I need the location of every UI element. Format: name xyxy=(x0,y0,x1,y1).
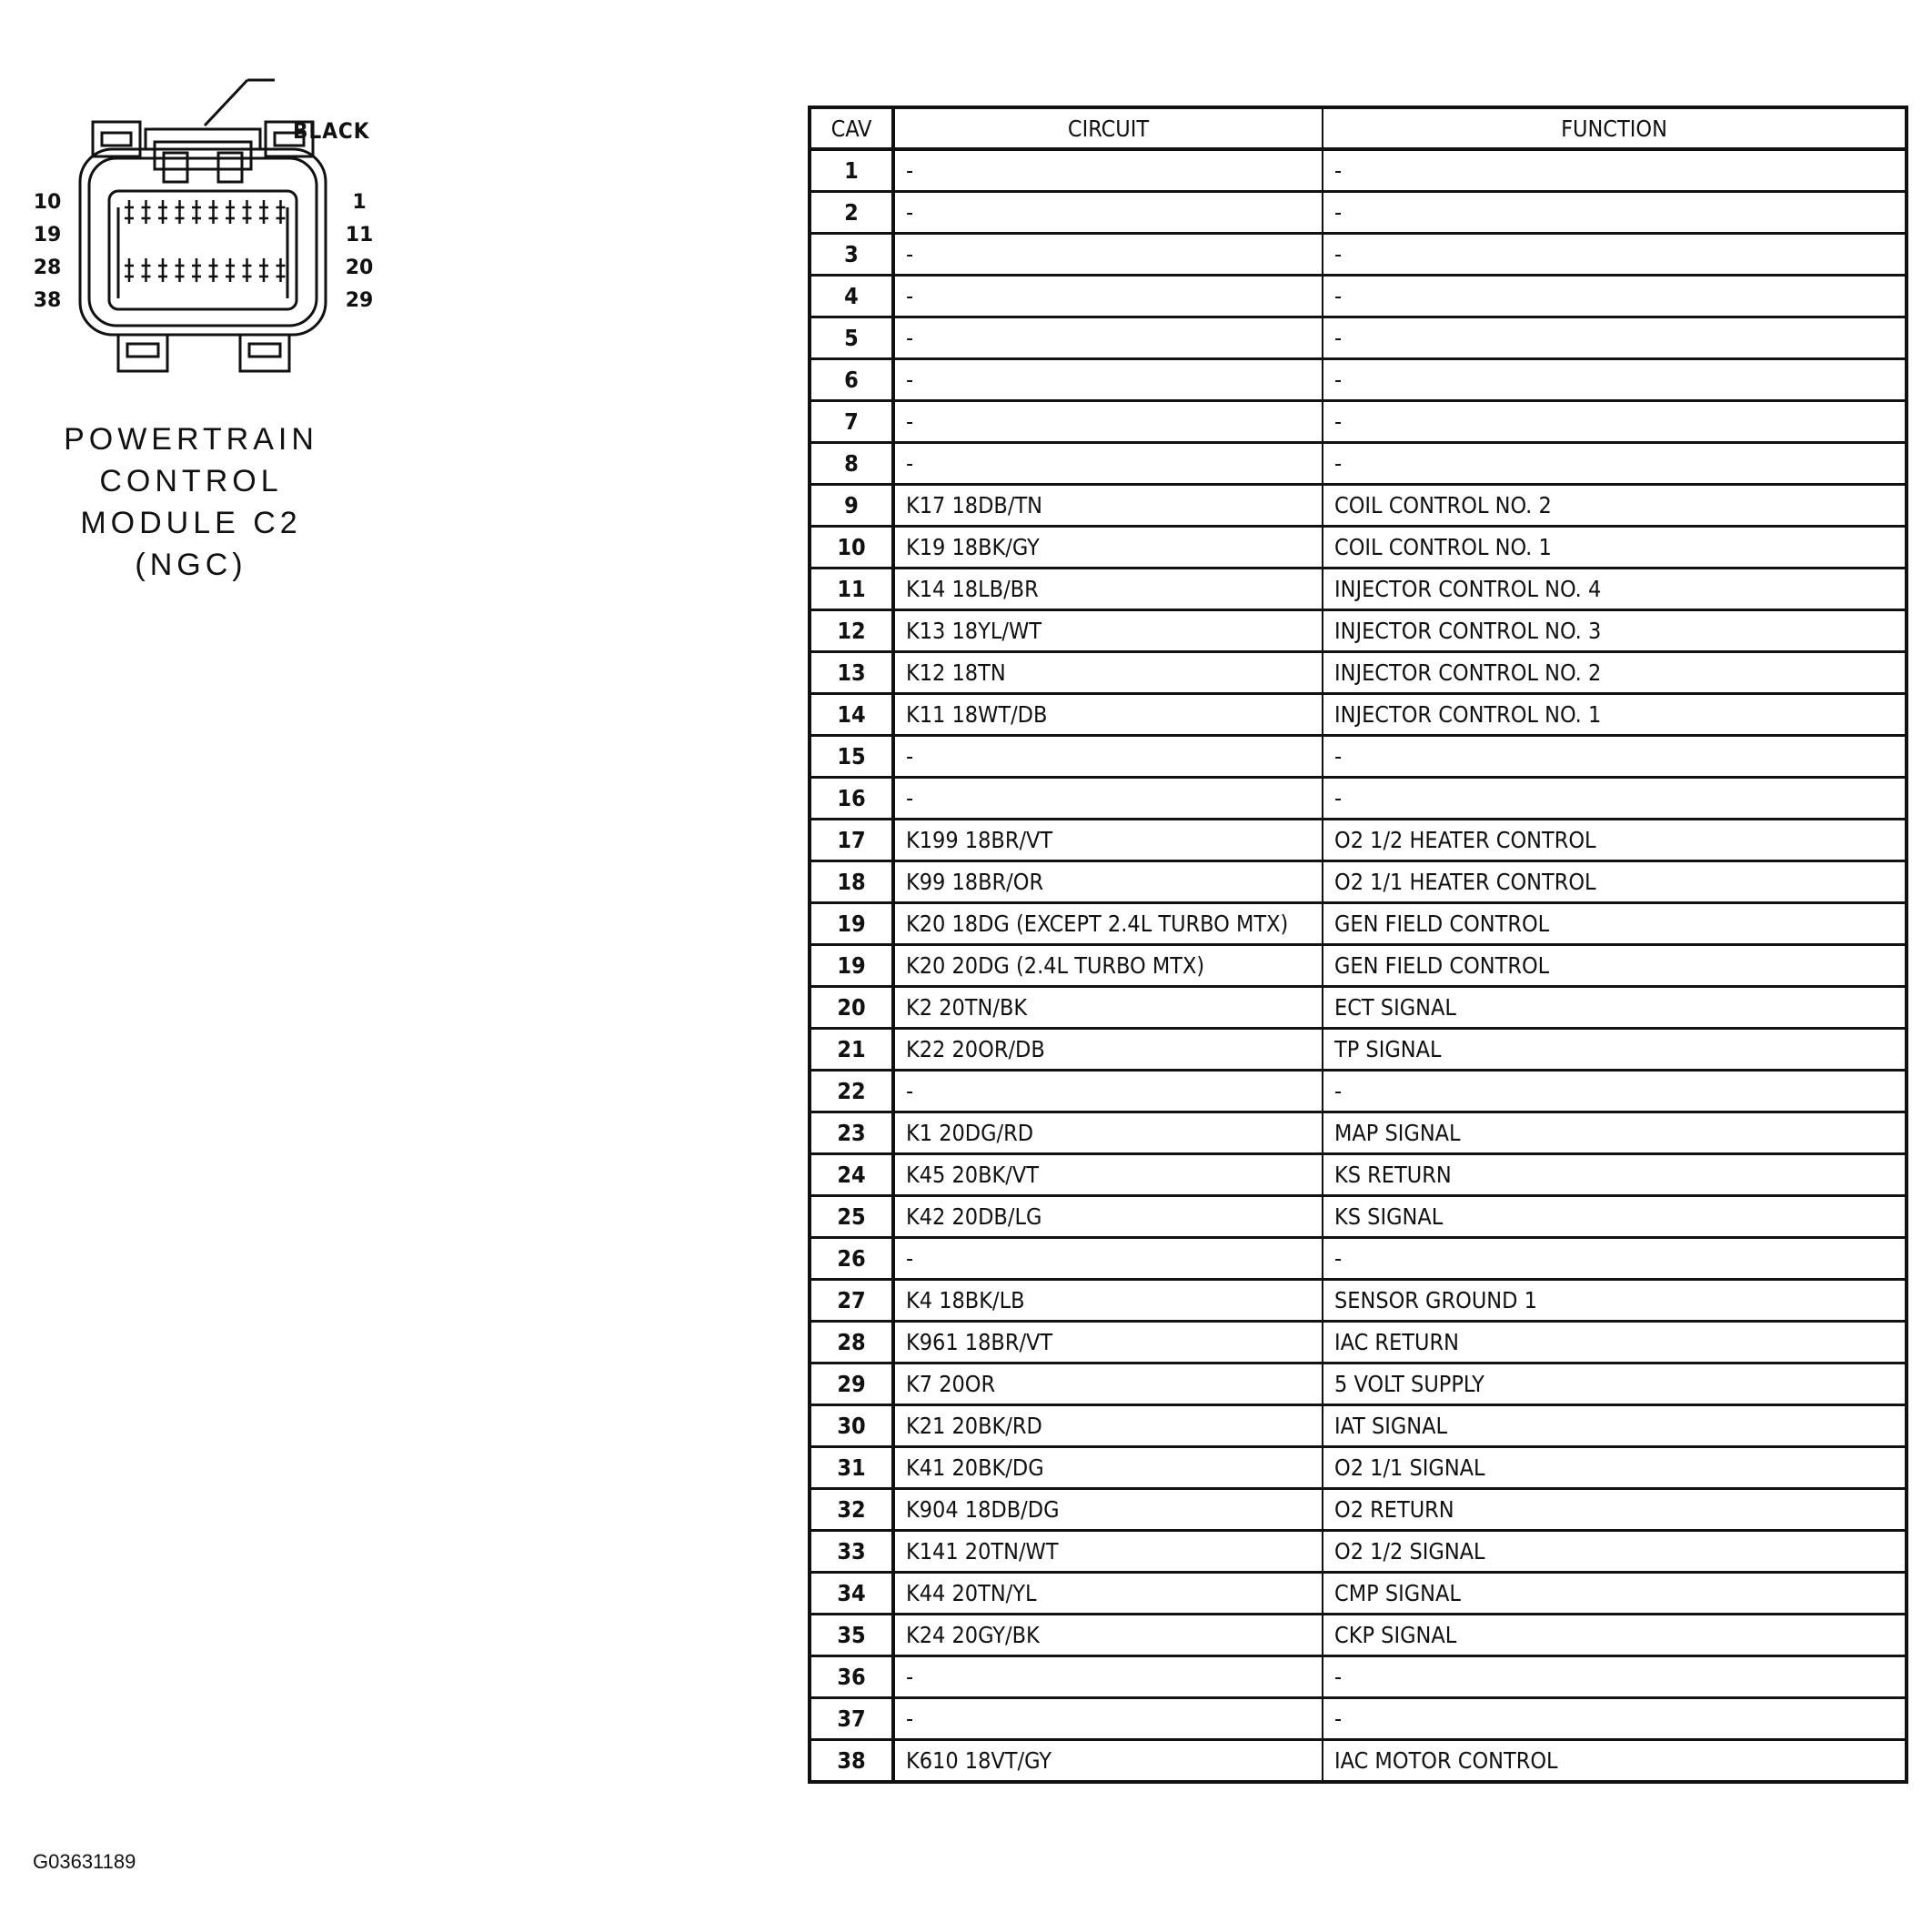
table-row xyxy=(810,736,1907,778)
terminal-pin xyxy=(142,258,151,282)
function-cell: - xyxy=(1323,192,1907,234)
cav-cell: 18 xyxy=(810,861,893,903)
cav-cell: 19 xyxy=(810,945,893,987)
circuit-cell: K20 18DG (EXCEPT 2.4L TURBO MTX) xyxy=(893,903,1323,945)
cav-cell: 7 xyxy=(810,401,893,443)
circuit-cell: K961 18BR/VT xyxy=(893,1322,1323,1363)
table-row xyxy=(810,149,1907,192)
cav-cell: 16 xyxy=(810,778,893,820)
cav-cell: 25 xyxy=(810,1196,893,1238)
function-cell: O2 1/2 SIGNAL xyxy=(1323,1531,1907,1573)
table-row xyxy=(810,987,1907,1029)
pin-number-label: 1 xyxy=(352,191,367,214)
terminal-pin xyxy=(259,258,268,282)
circuit-cell: K22 20OR/DB xyxy=(893,1029,1323,1071)
cav-cell: 22 xyxy=(810,1071,893,1112)
function-cell: O2 1/1 HEATER CONTROL xyxy=(1323,861,1907,903)
table-row xyxy=(810,1238,1907,1280)
terminal-pin xyxy=(125,200,134,224)
function-cell: CMP SIGNAL xyxy=(1323,1573,1907,1615)
function-cell: - xyxy=(1323,359,1907,401)
table-row xyxy=(810,778,1907,820)
table-row xyxy=(810,1112,1907,1154)
table-row xyxy=(810,317,1907,359)
cav-cell: 9 xyxy=(810,485,893,527)
function-cell: - xyxy=(1323,1698,1907,1740)
table-row xyxy=(810,1489,1907,1531)
module-title-line: (NGC) xyxy=(135,548,247,582)
function-cell: - xyxy=(1323,234,1907,276)
cav-cell: 35 xyxy=(810,1615,893,1656)
cav-cell: 1 xyxy=(810,149,893,192)
cav-cell: 38 xyxy=(810,1740,893,1783)
function-cell: INJECTOR CONTROL NO. 1 xyxy=(1323,694,1907,736)
cav-cell: 27 xyxy=(810,1280,893,1322)
function-cell: SENSOR GROUND 1 xyxy=(1323,1280,1907,1322)
module-title-line: POWERTRAIN xyxy=(64,422,318,457)
circuit-cell: K2 20TN/BK xyxy=(893,987,1323,1029)
cav-cell: 33 xyxy=(810,1531,893,1573)
cav-cell: 19 xyxy=(810,903,893,945)
table-row xyxy=(810,485,1907,527)
cav-cell: 12 xyxy=(810,610,893,652)
function-cell: IAT SIGNAL xyxy=(1323,1405,1907,1447)
cav-cell: 4 xyxy=(810,276,893,317)
cav-cell: 6 xyxy=(810,359,893,401)
circuit-cell: - xyxy=(893,778,1323,820)
terminal-pin xyxy=(176,200,185,224)
terminal-pin xyxy=(192,200,201,224)
cav-cell: 11 xyxy=(810,569,893,610)
cav-cell: 36 xyxy=(810,1656,893,1698)
header-function: FUNCTION xyxy=(1323,107,1907,149)
function-cell: - xyxy=(1323,1238,1907,1280)
circuit-cell: K45 20BK/VT xyxy=(893,1154,1323,1196)
function-cell: COIL CONTROL NO. 2 xyxy=(1323,485,1907,527)
circuit-cell: - xyxy=(893,317,1323,359)
circuit-cell: - xyxy=(893,736,1323,778)
table-row xyxy=(810,1447,1907,1489)
table-header-row xyxy=(810,107,1907,149)
circuit-cell: K11 18WT/DB xyxy=(893,694,1323,736)
function-cell: 5 VOLT SUPPLY xyxy=(1323,1363,1907,1405)
table-row xyxy=(810,234,1907,276)
circuit-cell: K12 18TN xyxy=(893,652,1323,694)
function-cell: - xyxy=(1323,401,1907,443)
cav-cell: 31 xyxy=(810,1447,893,1489)
function-cell: CKP SIGNAL xyxy=(1323,1615,1907,1656)
function-cell: INJECTOR CONTROL NO. 2 xyxy=(1323,652,1907,694)
function-cell: O2 1/2 HEATER CONTROL xyxy=(1323,820,1907,861)
cav-cell: 13 xyxy=(810,652,893,694)
function-cell: KS RETURN xyxy=(1323,1154,1907,1196)
table-row xyxy=(810,527,1907,569)
table-row xyxy=(810,1531,1907,1573)
function-cell: INJECTOR CONTROL NO. 3 xyxy=(1323,610,1907,652)
cav-cell: 29 xyxy=(810,1363,893,1405)
circuit-cell: K4 18BK/LB xyxy=(893,1280,1323,1322)
table-row xyxy=(810,1698,1907,1740)
terminal-pin xyxy=(259,200,268,224)
cav-cell: 30 xyxy=(810,1405,893,1447)
pin-number-label: 29 xyxy=(345,289,374,312)
function-cell: - xyxy=(1323,778,1907,820)
circuit-cell: K7 20OR xyxy=(893,1363,1323,1405)
terminal-pin xyxy=(142,200,151,224)
table-row xyxy=(810,652,1907,694)
circuit-cell: K44 20TN/YL xyxy=(893,1573,1323,1615)
circuit-cell: K199 18BR/VT xyxy=(893,820,1323,861)
circuit-cell: - xyxy=(893,192,1323,234)
table-row xyxy=(810,1615,1907,1656)
cav-cell: 20 xyxy=(810,987,893,1029)
cav-cell: 32 xyxy=(810,1489,893,1531)
cav-cell: 10 xyxy=(810,527,893,569)
pin-number-label: 10 xyxy=(33,191,62,214)
function-cell: GEN FIELD CONTROL xyxy=(1323,903,1907,945)
table-row xyxy=(810,1196,1907,1238)
function-cell: - xyxy=(1323,1071,1907,1112)
function-cell: IAC RETURN xyxy=(1323,1322,1907,1363)
terminal-pin xyxy=(158,200,167,224)
circuit-cell: - xyxy=(893,1698,1323,1740)
terminal-pin xyxy=(243,200,252,224)
terminal-pin xyxy=(243,258,252,282)
table-row xyxy=(810,1363,1907,1405)
function-cell: TP SIGNAL xyxy=(1323,1029,1907,1071)
table-row xyxy=(810,820,1907,861)
table-row xyxy=(810,192,1907,234)
pin-out-table xyxy=(808,106,1908,1784)
table-row xyxy=(810,1322,1907,1363)
table-row xyxy=(810,945,1907,987)
function-cell: MAP SIGNAL xyxy=(1323,1112,1907,1154)
circuit-cell: K610 18VT/GY xyxy=(893,1740,1323,1783)
circuit-cell: K17 18DB/TN xyxy=(893,485,1323,527)
function-cell: - xyxy=(1323,149,1907,192)
cav-cell: 24 xyxy=(810,1154,893,1196)
table-row xyxy=(810,610,1907,652)
terminal-pin xyxy=(226,200,235,224)
table-row xyxy=(810,1405,1907,1447)
circuit-cell: - xyxy=(893,1071,1323,1112)
table-row xyxy=(810,1656,1907,1698)
function-cell: COIL CONTROL NO. 1 xyxy=(1323,527,1907,569)
function-cell: - xyxy=(1323,443,1907,485)
circuit-cell: K99 18BR/OR xyxy=(893,861,1323,903)
cav-cell: 34 xyxy=(810,1573,893,1615)
function-cell: O2 RETURN xyxy=(1323,1489,1907,1531)
figure-id: G03631189 xyxy=(33,1850,136,1873)
table-row xyxy=(810,1573,1907,1615)
header-cav: CAV xyxy=(810,107,893,149)
table-row xyxy=(810,569,1907,610)
function-cell: IAC MOTOR CONTROL xyxy=(1323,1740,1907,1783)
table-row xyxy=(810,1029,1907,1071)
function-cell: INJECTOR CONTROL NO. 4 xyxy=(1323,569,1907,610)
pin-number-label: 19 xyxy=(33,224,62,247)
circuit-cell: - xyxy=(893,401,1323,443)
cav-cell: 8 xyxy=(810,443,893,485)
circuit-cell: K20 20DG (2.4L TURBO MTX) xyxy=(893,945,1323,987)
connector-outline xyxy=(18,55,382,400)
circuit-cell: - xyxy=(893,1656,1323,1698)
cav-cell: 14 xyxy=(810,694,893,736)
table-row xyxy=(810,861,1907,903)
cav-cell: 23 xyxy=(810,1112,893,1154)
function-cell: - xyxy=(1323,736,1907,778)
module-title xyxy=(36,418,346,586)
pin-number-label: 11 xyxy=(345,224,374,247)
function-cell: KS SIGNAL xyxy=(1323,1196,1907,1238)
table-row xyxy=(810,1154,1907,1196)
table-row xyxy=(810,401,1907,443)
terminal-pin xyxy=(125,258,134,282)
cav-cell: 2 xyxy=(810,192,893,234)
circuit-cell: - xyxy=(893,359,1323,401)
cav-cell: 15 xyxy=(810,736,893,778)
terminal-pin xyxy=(176,258,185,282)
cav-cell: 28 xyxy=(810,1322,893,1363)
terminal-pin xyxy=(277,200,286,224)
circuit-cell: K13 18YL/WT xyxy=(893,610,1323,652)
circuit-cell: K42 20DB/LG xyxy=(893,1196,1323,1238)
header-circuit: CIRCUIT xyxy=(893,107,1323,149)
circuit-cell: - xyxy=(893,1238,1323,1280)
function-cell: - xyxy=(1323,317,1907,359)
circuit-cell: K19 18BK/GY xyxy=(893,527,1323,569)
function-cell: ECT SIGNAL xyxy=(1323,987,1907,1029)
cav-cell: 3 xyxy=(810,234,893,276)
cav-cell: 17 xyxy=(810,820,893,861)
connector-color-label: BLACK xyxy=(293,118,370,144)
circuit-cell: K41 20BK/DG xyxy=(893,1447,1323,1489)
circuit-cell: K21 20BK/RD xyxy=(893,1405,1323,1447)
circuit-cell: K904 18DB/DG xyxy=(893,1489,1323,1531)
terminal-pin xyxy=(158,258,167,282)
pin-number-label: 28 xyxy=(33,257,62,279)
table-row xyxy=(810,359,1907,401)
function-cell: GEN FIELD CONTROL xyxy=(1323,945,1907,987)
circuit-cell: - xyxy=(893,276,1323,317)
cav-cell: 21 xyxy=(810,1029,893,1071)
table-row xyxy=(810,1740,1907,1783)
table-row xyxy=(810,1071,1907,1112)
cav-cell: 5 xyxy=(810,317,893,359)
connector-face-diagram xyxy=(18,55,382,400)
terminal-pin xyxy=(226,258,235,282)
circuit-cell: K1 20DG/RD xyxy=(893,1112,1323,1154)
cav-cell: 26 xyxy=(810,1238,893,1280)
table-row xyxy=(810,443,1907,485)
circuit-cell: K141 20TN/WT xyxy=(893,1531,1323,1573)
terminal-pin xyxy=(209,200,218,224)
table-row xyxy=(810,694,1907,736)
circuit-cell: - xyxy=(893,149,1323,192)
terminal-pin xyxy=(277,258,286,282)
function-cell: O2 1/1 SIGNAL xyxy=(1323,1447,1907,1489)
function-cell: - xyxy=(1323,276,1907,317)
circuit-cell: - xyxy=(893,234,1323,276)
circuit-cell: - xyxy=(893,443,1323,485)
table-row xyxy=(810,276,1907,317)
circuit-cell: K14 18LB/BR xyxy=(893,569,1323,610)
module-title-line: CONTROL xyxy=(99,464,283,498)
pin-number-label: 38 xyxy=(33,289,62,312)
terminal-pin xyxy=(209,258,218,282)
terminal-pin xyxy=(192,258,201,282)
pin-number-label: 20 xyxy=(345,257,374,279)
circuit-cell: K24 20GY/BK xyxy=(893,1615,1323,1656)
cav-cell: 37 xyxy=(810,1698,893,1740)
table-row xyxy=(810,1280,1907,1322)
table-row xyxy=(810,903,1907,945)
module-title-line: MODULE C2 xyxy=(80,506,302,540)
function-cell: - xyxy=(1323,1656,1907,1698)
